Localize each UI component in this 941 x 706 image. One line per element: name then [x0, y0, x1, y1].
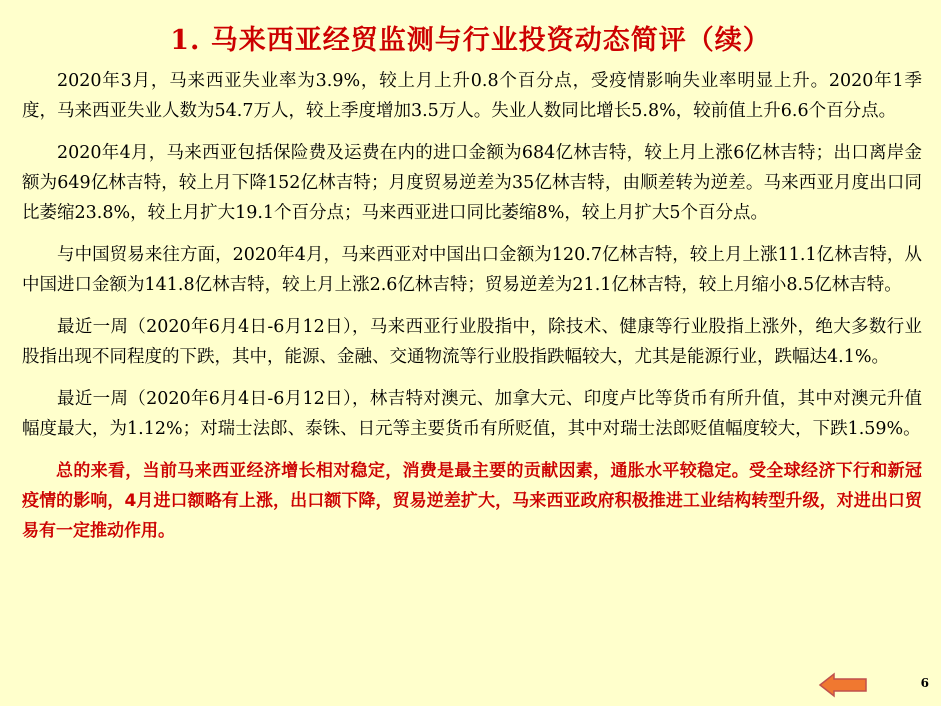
- paragraph-summary: 总的来看，当前马来西亚经济增长相对稳定，消费是最主要的贡献因素，通胀水平较稳定。受全球经济下行和新冠疫情的影响，4月进口额略有上涨，出口额下降，贸易逆差扩大，马来西亚政府积极推进工业结构转型升级，对进出口贸易有一定推动作用。: [22, 461, 922, 541]
- left-arrow-shape: [818, 672, 868, 698]
- slide-content: [22, 66, 922, 558]
- paragraph-china-trade: 与中国贸易来往方面，2020年4月，马来西亚对中国出口金额为120.7亿林吉特，较上月上涨11.1亿林吉特，从中国进口金额为141.8亿林吉特，较上月上涨2.6亿林吉特；贸易逆差为21.1亿林吉特，较上月缩小8.5亿林吉特。: [22, 245, 922, 295]
- paragraph-unemployment: 2020年3月，马来西亚失业率为3.9%，较上月上升0.8个百分点，受疫情影响失业率明显上升。2020年1季度，马来西亚失业人数为54.7万人，较上季度增加3.5万人。失业人数同比增长5.8%，较前值上升6.6个百分点。: [22, 71, 922, 121]
- paragraph-currency: 最近一周（2020年6月4日-6月12日），林吉特对澳元、加拿大元、印度卢比等货币有所升值，其中对澳元升值幅度最大，为1.12%；对瑞士法郎、泰铢、日元等主要货币有所贬值，其中对瑞士法郎贬值幅度较大，下跌1.59%。: [22, 389, 922, 439]
- slide-title: 1. 马来西亚经贸监测与行业投资动态简评（续）: [170, 25, 771, 56]
- page-number: 6: [920, 676, 929, 690]
- paragraph-trade: 2020年4月，马来西亚包括保险费及运费在内的进口金额为684亿林吉特，较上月上涨6亿林吉特；出口离岸金额为649亿林吉特，较上月下降152亿林吉特；月度贸易逆差为35亿林吉特，由顺差转为逆差。马来西亚月度出口同比萎缩23.8%，较上月扩大19.1个百分点；马来西亚进口同比萎缩8%，较上月扩大5个百分点。: [22, 143, 922, 223]
- paragraph-stock-index: 最近一周（2020年6月4日-6月12日），马来西亚行业股指中，除技术、健康等行业股指上涨外，绝大多数行业股指出现不同程度的下跌，其中，能源、金融、交通物流等行业股指跌幅较大，尤其是能源行业，跌幅达4.1%。: [22, 317, 922, 367]
- left-arrow-icon[interactable]: [818, 672, 868, 698]
